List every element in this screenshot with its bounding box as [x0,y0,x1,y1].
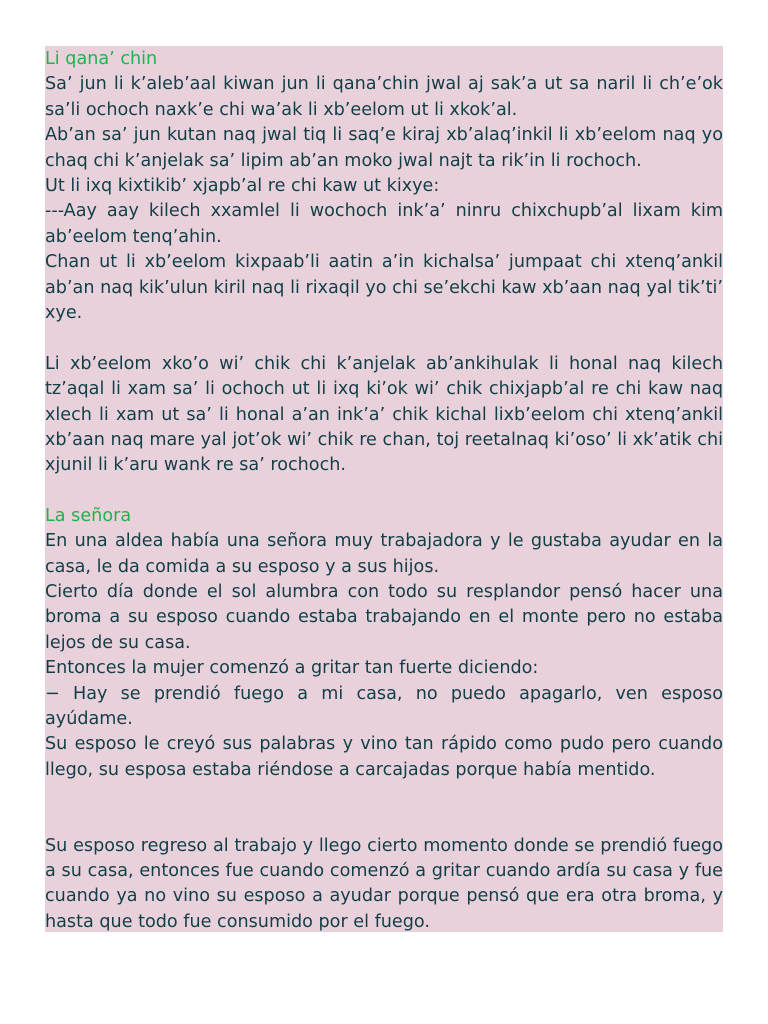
paragraph: Chan ut li xb’eelom kixpaab’li aatin a’in kichalsa’ jumpaat chi xtenq’ankil ab’an naq kik’ulun kiril naq li rixaqil yo chi se’ekchi kaw xb’aan naq yal tik’ti’ xye. [45,252,723,324]
paragraph: ---Aay aay kilech xxamlel li wochoch ink’a’ ninru chixchupb’al lixam kim ab’eelom tenq’ahin. [45,201,723,247]
paragraph: Li xb’eelom xko’o wi’ chik chi k’anjelak ab’ankihulak li honal naq kilech tz’aqal li xam sa’ li ochoch ut li ixq ki’ok wi’ chik chixjapb’al re chi kaw naq xlech li xam ut sa’ li honal a’an ink’a’ chik kichal lixb’eelom chi xtenq’ankil xb’aan naq mare yal jot’ok wi’ chik re chan, toj reetalnaq ki’oso’ li xk’atik chi xjunil li k’aru wank re sa’ rochoch. [45,353,723,476]
paragraph: Ab’an sa’ jun kutan naq jwal tiq li saq’e kiraj xb’alaq’inkil li xb’eelom naq yo chaq chi k’anjelak sa’ lipim ab’an moko jwal najt ta rik’in li rochoch. [45,125,723,171]
paragraph: Su esposo le creyó sus palabras y vino tan rápido como pudo pero cuando llego, su esposa estaba riéndose a carcajadas porque había mentido. [45,734,723,780]
paragraph: Entonces la mujer comenzó a gritar tan fuerte diciendo: [45,658,539,679]
story-paragraphs-qeqchi [45,72,723,326]
section-heading-qeqchi: Li qana’ chin [45,49,158,69]
story-paragraphs-spanish [45,529,723,783]
closing-paragraph-qeqchi [45,352,723,479]
closing-paragraph-spanish [45,834,723,936]
section-heading-spanish: La señora [45,505,132,526]
paragraph: − Hay se prendió fuego a mi casa, no puedo apagarlo, ven esposo ayúdame. [45,683,723,730]
paragraph: En una aldea había una señora muy trabajadora y le gustaba ayudar en la casa, le da comida a su esposo y a sus hijos. [45,531,723,577]
paragraph: Su esposo regreso al trabajo y llego cierto momento donde se prendió fuego a su casa, entonces fue cuando comenzó a gritar cuando ardía su casa y fue cuando ya no vino su esposo a ayudar porque pensó que era otra broma, y hasta que todo fue consumido por el fuego. [45,835,723,932]
paragraph: Cierto día donde el sol alumbra con todo su resplandor pensó hacer una broma a su esposo cuando estaba trabajando en el monte pero no estaba lejos de su casa. [45,582,723,653]
paragraph: Ut li ixq kixtikib’ xjapb’al re chi kaw ut kixye: [45,176,440,197]
paragraph: Sa’ jun li k’aleb’aal kiwan jun li qana’chin jwal aj sak’a ut sa naril li ch’e’ok sa’li ochoch naxk’e chi wa’ak li xb’eelom ut li xkok’al. [45,74,723,120]
